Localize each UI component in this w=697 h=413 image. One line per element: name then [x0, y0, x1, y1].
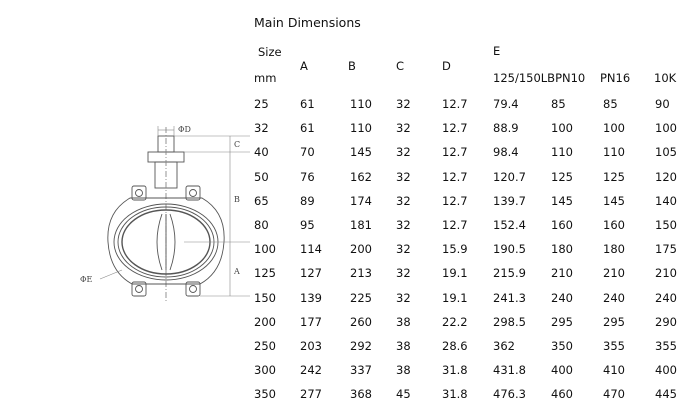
- table-row: [250, 286, 695, 310]
- table-cell: 337: [350, 363, 372, 378]
- table-row: [250, 382, 695, 406]
- table-cell: 241.3: [493, 290, 526, 305]
- table-cell: 19.1: [442, 290, 468, 305]
- table-cell: 32: [396, 218, 411, 233]
- table-cell: 32: [396, 97, 411, 112]
- valve-drawing: [70, 122, 250, 322]
- table-cell: 277: [300, 387, 322, 402]
- table-cell: 80: [254, 218, 269, 233]
- table-row: [250, 334, 695, 358]
- table-cell: 32: [254, 121, 269, 136]
- label-c: C: [234, 140, 241, 149]
- table-row: [250, 310, 695, 334]
- table-cell: 242: [300, 363, 322, 378]
- table-cell: 110: [350, 97, 372, 112]
- table-cell: 50: [254, 169, 269, 184]
- table-cell: 295: [603, 314, 625, 329]
- table-cell: 140: [655, 193, 677, 208]
- table-cell: 162: [350, 169, 372, 184]
- table-row: [250, 237, 695, 261]
- table-cell: 61: [300, 97, 315, 112]
- table-cell: 100: [655, 121, 677, 136]
- table-cell: 225: [350, 290, 372, 305]
- table-cell: 70: [300, 145, 315, 160]
- table-cell: 445: [655, 387, 677, 402]
- table-cell: 200: [254, 314, 276, 329]
- table-cell: 98.4: [493, 145, 519, 160]
- table-row: [250, 189, 695, 213]
- table-cell: 355: [655, 338, 677, 353]
- table-cell: 145: [551, 193, 573, 208]
- table-cell: 32: [396, 121, 411, 136]
- header-pn16: PN16: [600, 71, 631, 85]
- table-cell: 32: [396, 290, 411, 305]
- table-cell: 45: [396, 387, 411, 402]
- table-cell: 368: [350, 387, 372, 402]
- table-cell: 85: [603, 97, 618, 112]
- table-cell: 177: [300, 314, 322, 329]
- bolt-top-right: [190, 190, 197, 197]
- table-cell: 61: [300, 121, 315, 136]
- table-cell: 12.7: [442, 121, 468, 136]
- table-cell: 203: [300, 338, 322, 353]
- table-cell: 160: [551, 218, 573, 233]
- header-125-150lbpn10: 125/150LBPN10: [493, 71, 586, 85]
- table-cell: 260: [350, 314, 372, 329]
- table-cell: 100: [254, 242, 276, 257]
- table-cell: 100: [551, 121, 573, 136]
- header-c: C: [396, 59, 405, 73]
- table-cell: 28.6: [442, 338, 468, 353]
- label-e: ΦE: [80, 275, 93, 284]
- dimensions-table-body: [250, 92, 695, 406]
- table-cell: 105: [655, 145, 677, 160]
- table-cell: 95: [300, 218, 315, 233]
- table-cell: 460: [551, 387, 573, 402]
- table-cell: 213: [350, 266, 372, 281]
- table-cell: 12.7: [442, 169, 468, 184]
- dimensions-table: [250, 92, 695, 406]
- table-cell: 355: [603, 338, 625, 353]
- table-cell: 110: [350, 121, 372, 136]
- table-cell: 160: [603, 218, 625, 233]
- table-cell: 240: [655, 290, 677, 305]
- table-cell: 89: [300, 193, 315, 208]
- table-cell: 32: [396, 242, 411, 257]
- bolt-bottom-left: [136, 286, 143, 293]
- label-d: ΦD: [178, 125, 191, 134]
- table-cell: 215.9: [493, 266, 526, 281]
- table-cell: 120.7: [493, 169, 526, 184]
- table-cell: 470: [603, 387, 625, 402]
- header-mm: mm: [254, 71, 277, 85]
- table-cell: 300: [254, 363, 276, 378]
- table-cell: 38: [396, 363, 411, 378]
- table-cell: 410: [603, 363, 625, 378]
- table-cell: 32: [396, 193, 411, 208]
- table-cell: 114: [300, 242, 322, 257]
- table-row: [250, 165, 695, 189]
- table-row: [250, 92, 695, 116]
- table-cell: 362: [493, 338, 515, 353]
- label-a: A: [234, 267, 240, 276]
- table-cell: 127: [300, 266, 322, 281]
- table-cell: 88.9: [493, 121, 519, 136]
- table-cell: 431.8: [493, 363, 526, 378]
- table-row: [250, 116, 695, 140]
- table-cell: 100: [603, 121, 625, 136]
- table-cell: 90: [655, 97, 670, 112]
- header-size: Size: [258, 45, 282, 59]
- table-cell: 38: [396, 338, 411, 353]
- table-cell: 139.7: [493, 193, 526, 208]
- table-cell: 240: [551, 290, 573, 305]
- table-cell: 32: [396, 145, 411, 160]
- table-cell: 145: [603, 193, 625, 208]
- table-cell: 32: [396, 169, 411, 184]
- table-cell: 150: [254, 290, 276, 305]
- table-cell: 290: [655, 314, 677, 329]
- table-cell: 125: [551, 169, 573, 184]
- table-cell: 12.7: [442, 97, 468, 112]
- table-cell: 31.8: [442, 363, 468, 378]
- table-cell: 210: [603, 266, 625, 281]
- bolt-bottom-right: [190, 286, 197, 293]
- table-cell: 65: [254, 193, 269, 208]
- table-cell: 190.5: [493, 242, 526, 257]
- table-cell: 240: [603, 290, 625, 305]
- table-row: [250, 261, 695, 285]
- table-cell: 152.4: [493, 218, 526, 233]
- table-row: [250, 213, 695, 237]
- table-cell: 174: [350, 193, 372, 208]
- table-cell: 350: [551, 338, 573, 353]
- table-cell: 120: [655, 169, 677, 184]
- header-a: A: [300, 59, 308, 73]
- table-cell: 180: [551, 242, 573, 257]
- table-cell: 12.7: [442, 218, 468, 233]
- table-cell: 110: [603, 145, 625, 160]
- table-cell: 298.5: [493, 314, 526, 329]
- table-cell: 210: [655, 266, 677, 281]
- header-10k: 10K: [654, 71, 677, 85]
- table-cell: 295: [551, 314, 573, 329]
- table-cell: 22.2: [442, 314, 468, 329]
- table-cell: 200: [350, 242, 372, 257]
- table-cell: 110: [551, 145, 573, 160]
- table-cell: 125: [603, 169, 625, 184]
- table-cell: 32: [396, 266, 411, 281]
- table-cell: 79.4: [493, 97, 519, 112]
- table-cell: 31.8: [442, 387, 468, 402]
- table-cell: 19.1: [442, 266, 468, 281]
- table-cell: 180: [603, 242, 625, 257]
- bolt-top-left: [136, 190, 143, 197]
- table-cell: 85: [551, 97, 566, 112]
- table-cell: 150: [655, 218, 677, 233]
- table-cell: 400: [551, 363, 573, 378]
- table-cell: 25: [254, 97, 269, 112]
- header-b: B: [348, 59, 356, 73]
- table-cell: 292: [350, 338, 372, 353]
- header-e: E: [493, 44, 501, 58]
- table-cell: 400: [655, 363, 677, 378]
- table-cell: 210: [551, 266, 573, 281]
- table-cell: 139: [300, 290, 322, 305]
- table-cell: 76: [300, 169, 315, 184]
- table-cell: 250: [254, 338, 276, 353]
- table-cell: 125: [254, 266, 276, 281]
- header-d: D: [442, 59, 451, 73]
- label-b: B: [234, 195, 240, 204]
- page-title: Main Dimensions: [254, 15, 361, 30]
- dim-line-e: [100, 270, 122, 279]
- table-cell: 12.7: [442, 193, 468, 208]
- table-row: [250, 358, 695, 382]
- table-cell: 181: [350, 218, 372, 233]
- table-cell: 175: [655, 242, 677, 257]
- table-cell: 12.7: [442, 145, 468, 160]
- table-cell: 38: [396, 314, 411, 329]
- table-cell: 40: [254, 145, 269, 160]
- table-cell: 476.3: [493, 387, 526, 402]
- table-cell: 145: [350, 145, 372, 160]
- table-row: [250, 140, 695, 164]
- table-cell: 15.9: [442, 242, 468, 257]
- table-cell: 350: [254, 387, 276, 402]
